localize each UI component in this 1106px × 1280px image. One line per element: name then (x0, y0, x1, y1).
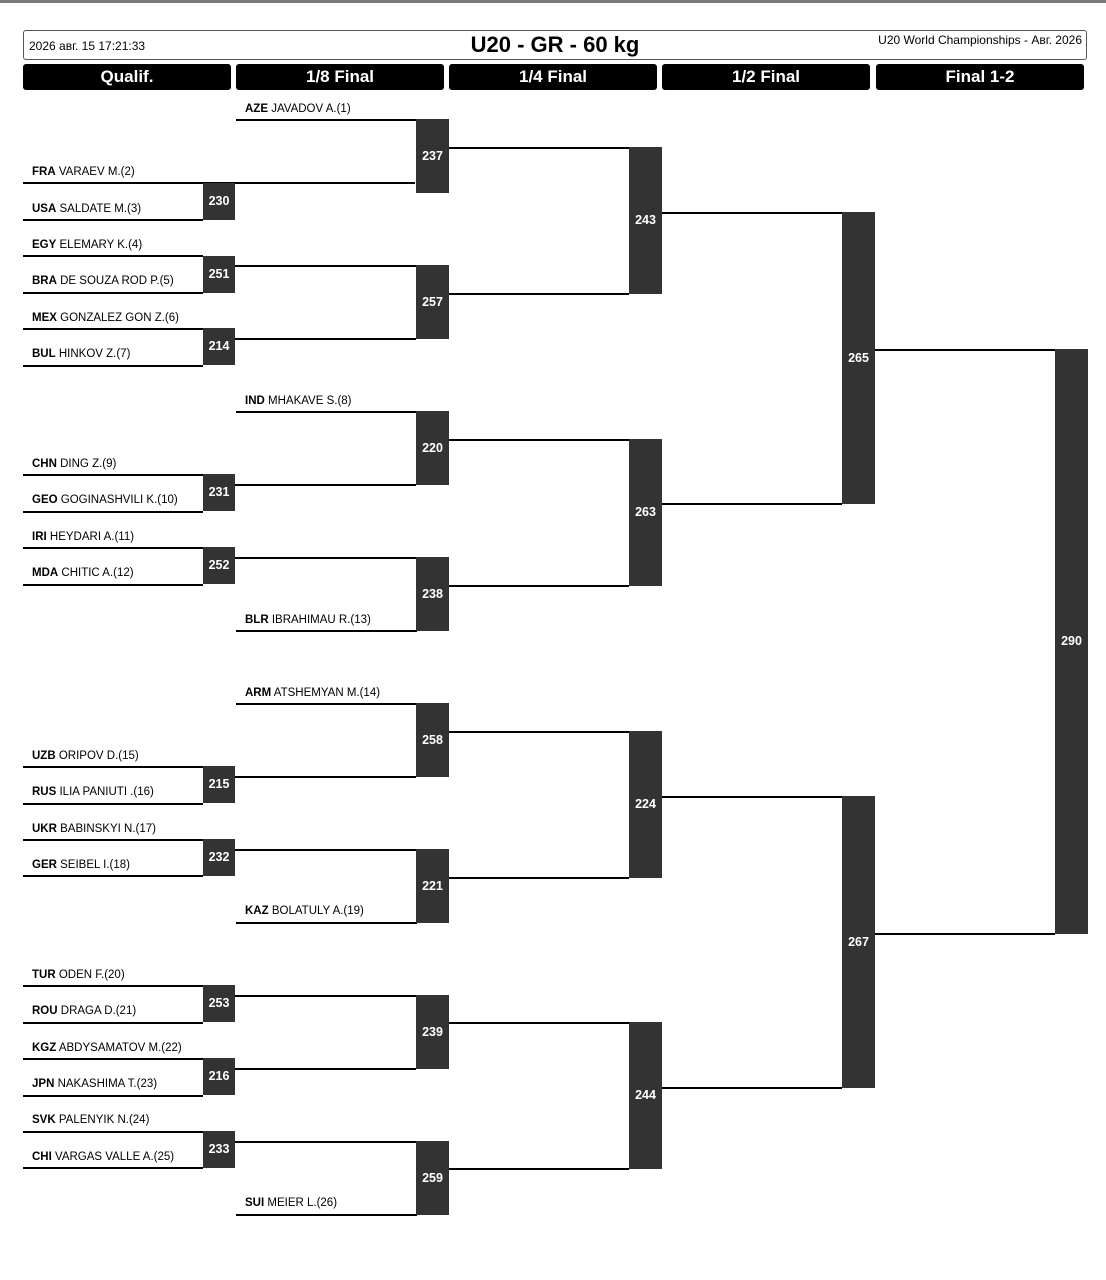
bout-number-box: 233 (203, 1131, 235, 1168)
athlete-country: TUR (32, 969, 56, 981)
bout-number-box: 239 (416, 995, 449, 1069)
athlete-country: BRA (32, 275, 57, 287)
bout-number-box: 237 (416, 119, 449, 193)
bout-number-box: 290 (1055, 349, 1088, 934)
athlete-line (23, 985, 203, 987)
athlete-country: CHI (32, 1151, 52, 1163)
athlete-line (23, 803, 203, 805)
athlete-line (23, 839, 203, 841)
athlete-line (236, 119, 417, 121)
athlete-name: SALDATE M.(3) (59, 203, 142, 215)
athlete-entry (32, 749, 139, 763)
athlete-entry (32, 530, 134, 544)
athlete-name: NAKASHIMA T.(23) (57, 1078, 158, 1090)
athlete-entry (32, 1077, 157, 1091)
athlete-line (23, 1058, 203, 1060)
bout-number-box: 259 (416, 1141, 449, 1215)
athlete-country: SUI (245, 1197, 265, 1209)
bout-number-box: 244 (629, 1022, 662, 1169)
athlete-country: MEX (32, 312, 57, 324)
athlete-entry (32, 311, 179, 325)
athlete-country: MDA (32, 567, 59, 579)
column-header-round-of-16: 1/8 Final (236, 64, 444, 90)
bout-number-box: 257 (416, 265, 449, 339)
athlete-line (23, 1131, 203, 1133)
athlete-country: BLR (245, 614, 269, 626)
athlete-line (23, 219, 203, 221)
athlete-name: GOGINASHVILI K.(10) (60, 494, 178, 506)
athlete-line (23, 875, 203, 877)
athlete-name: PALENYIK N.(24) (58, 1114, 150, 1126)
bout-number-box: 263 (629, 439, 662, 586)
bracket-connector (449, 1168, 629, 1170)
athlete-country: ARM (245, 687, 272, 699)
athlete-country: FRA (32, 166, 56, 178)
athlete-entry (32, 1113, 149, 1127)
bracket-connector (449, 585, 629, 587)
athlete-country: UKR (32, 823, 57, 835)
top-border (0, 0, 1106, 3)
athlete-name: VARGAS VALLE A.(25) (55, 1151, 175, 1163)
athlete-name: JAVADOV A.(1) (271, 103, 351, 115)
column-header-semifinal: 1/2 Final (662, 64, 870, 90)
bracket-connector (449, 293, 629, 295)
athlete-entry (32, 785, 154, 799)
athlete-entry (245, 613, 371, 627)
bracket-connector (449, 731, 629, 733)
athlete-entry (32, 1041, 182, 1055)
athlete-entry (32, 822, 156, 836)
athlete-name: MHAKAVE S.(8) (268, 395, 352, 407)
athlete-entry (245, 1196, 337, 1210)
bout-number-box: 267 (842, 796, 875, 1088)
athlete-country: RUS (32, 786, 57, 798)
bout-number-box: 243 (629, 147, 662, 294)
athlete-name: GONZALEZ GON Z.(6) (60, 312, 179, 324)
athlete-name: VARAEV M.(2) (58, 166, 135, 178)
athlete-name: ELEMARY K.(4) (59, 239, 143, 251)
bout-number-box: 224 (629, 731, 662, 878)
athlete-name: DING Z.(9) (60, 458, 117, 470)
athlete-line (23, 474, 203, 476)
athlete-entry (32, 566, 134, 580)
bout-number-box: 231 (203, 474, 235, 511)
athlete-entry (245, 904, 364, 918)
bout-number-box: 220 (416, 411, 449, 485)
athlete-line (23, 365, 203, 367)
athlete-line (23, 1022, 203, 1024)
athlete-name: SEIBEL I.(18) (60, 859, 131, 871)
athlete-name: ORIPOV D.(15) (58, 750, 139, 762)
bout-number-box: 253 (203, 985, 235, 1022)
athlete-name: MEIER L.(26) (267, 1197, 338, 1209)
athlete-entry (32, 202, 141, 216)
athlete-name: CHITIC A.(12) (61, 567, 134, 579)
bout-number-box: 238 (416, 557, 449, 631)
athlete-line (23, 328, 203, 330)
athlete-line (23, 1167, 203, 1169)
bout-number-box: 216 (203, 1058, 235, 1095)
athlete-entry (245, 394, 352, 408)
athlete-name: ILIA PANIUTI .(16) (59, 786, 154, 798)
athlete-country: KAZ (245, 905, 269, 917)
timestamp: 2026 авг. 15 17:21:33 (29, 39, 146, 53)
athlete-name: IBRAHIMAU R.(13) (271, 614, 371, 626)
bout-number-box: 232 (203, 839, 235, 876)
athlete-entry (32, 858, 130, 872)
column-header-final: Final 1-2 (876, 64, 1084, 90)
athlete-entry (32, 165, 135, 179)
athlete-entry (32, 1150, 174, 1164)
athlete-name: DRAGA D.(21) (60, 1005, 137, 1017)
bracket-connector (875, 933, 1055, 935)
bracket-connector (662, 212, 842, 214)
athlete-line (236, 922, 417, 924)
athlete-entry (32, 968, 125, 982)
athlete-country: IND (245, 395, 265, 407)
athlete-entry (245, 686, 380, 700)
athlete-name: BOLATULY A.(19) (271, 905, 364, 917)
athlete-line (236, 411, 417, 413)
athlete-line (23, 584, 203, 586)
athlete-line (23, 255, 203, 257)
bracket-connector (449, 877, 629, 879)
bracket-connector (449, 147, 629, 149)
athlete-line (236, 1214, 417, 1216)
athlete-entry (32, 457, 116, 471)
athlete-name: BABINSKYI N.(17) (60, 823, 156, 835)
athlete-line (23, 766, 203, 768)
athlete-country: USA (32, 203, 57, 215)
athlete-country: ROU (32, 1005, 58, 1017)
athlete-country: JPN (32, 1078, 55, 1090)
column-header-qualif: Qualif. (23, 64, 231, 90)
athlete-country: AZE (245, 103, 268, 115)
athlete-line (236, 630, 417, 632)
bracket-connector (662, 503, 842, 505)
athlete-line (23, 511, 203, 513)
athlete-country: BUL (32, 348, 56, 360)
athlete-country: SVK (32, 1114, 56, 1126)
bout-number-box: 215 (203, 766, 235, 803)
bout-number-box: 221 (416, 849, 449, 923)
athlete-country: GER (32, 859, 57, 871)
athlete-name: ODEN F.(20) (58, 969, 125, 981)
athlete-name: HEYDARI A.(11) (49, 531, 135, 543)
bracket-connector (662, 1087, 842, 1089)
header-bar (23, 30, 1087, 60)
athlete-country: GEO (32, 494, 58, 506)
athlete-country: CHN (32, 458, 57, 470)
athlete-name: ABDYSAMATOV M.(22) (58, 1042, 182, 1054)
athlete-entry (32, 238, 142, 252)
athlete-name: DE SOUZA ROD P.(5) (60, 275, 174, 287)
column-header-quarterfinal: 1/4 Final (449, 64, 657, 90)
page-title: U20 - GR - 60 kg (470, 32, 640, 57)
athlete-entry (32, 1004, 136, 1018)
athlete-entry (32, 274, 174, 288)
event-name: U20 World Championships - Авг. 2026 (878, 33, 1082, 47)
athlete-entry (32, 347, 130, 361)
athlete-country: IRI (32, 531, 47, 543)
athlete-line (23, 547, 203, 549)
bracket-connector (449, 1022, 629, 1024)
bracket-connector (662, 796, 842, 798)
bout-number-box: 265 (842, 212, 875, 504)
athlete-country: EGY (32, 239, 57, 251)
bracket-connector (875, 349, 1055, 351)
bout-number-box: 214 (203, 328, 235, 365)
athlete-entry (32, 493, 178, 507)
athlete-country: UZB (32, 750, 56, 762)
bout-number-box: 252 (203, 547, 235, 584)
athlete-line (23, 1095, 203, 1097)
bout-number-box: 258 (416, 703, 449, 777)
bracket-connector (449, 439, 629, 441)
athlete-entry (245, 102, 351, 116)
bout-number-box: 230 (203, 183, 235, 220)
athlete-line (236, 703, 417, 705)
athlete-line (23, 292, 203, 294)
bout-number-box: 251 (203, 256, 235, 293)
athlete-name: ATSHEMYAN M.(14) (273, 687, 381, 699)
athlete-country: KGZ (32, 1042, 57, 1054)
athlete-name: HINKOV Z.(7) (58, 348, 131, 360)
